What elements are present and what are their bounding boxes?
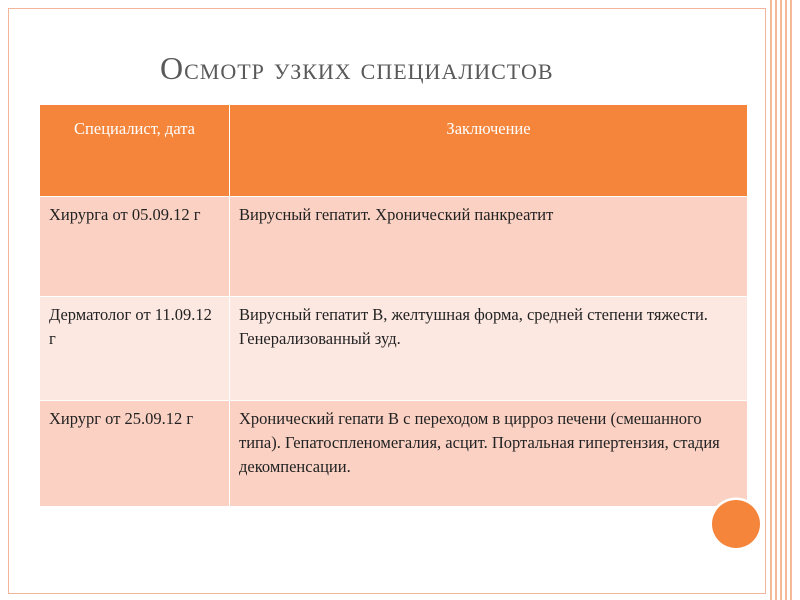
header-specialist: Специалист, дата <box>40 105 230 197</box>
slide-title: Осмотр узких специалистов <box>160 50 554 86</box>
specialist-cell: Хирург от 25.09.12 г <box>40 401 230 507</box>
conclusion-cell: Вирусный гепатит. Хронический панкреатит <box>230 197 748 297</box>
specialist-cell: Хирурга от 05.09.12 г <box>40 197 230 297</box>
conclusion-cell: Вирусный гепатит В, желтушная форма, средней степени тяжести. Генерализованный зуд. <box>230 297 748 401</box>
header-conclusion: Заключение <box>230 105 748 197</box>
table-header-row <box>40 105 748 197</box>
decorative-circle <box>712 500 760 548</box>
decorative-stripe <box>790 0 792 600</box>
decorative-stripe <box>780 0 782 600</box>
examination-table <box>39 104 748 507</box>
table-row <box>40 197 748 297</box>
specialist-cell: Дерматолог от 11.09.12 г <box>40 297 230 401</box>
decorative-stripe <box>775 0 777 600</box>
decorative-stripe <box>785 0 787 600</box>
table-row <box>40 401 748 507</box>
table-row <box>40 297 748 401</box>
conclusion-cell: Хронический гепати В с переходом в цирроз печени (смешанного типа). Гепатоспленомегалия, асцит. Портальная гипертензия, стадия декомпенсации. <box>230 401 748 507</box>
decorative-stripe <box>770 0 772 600</box>
